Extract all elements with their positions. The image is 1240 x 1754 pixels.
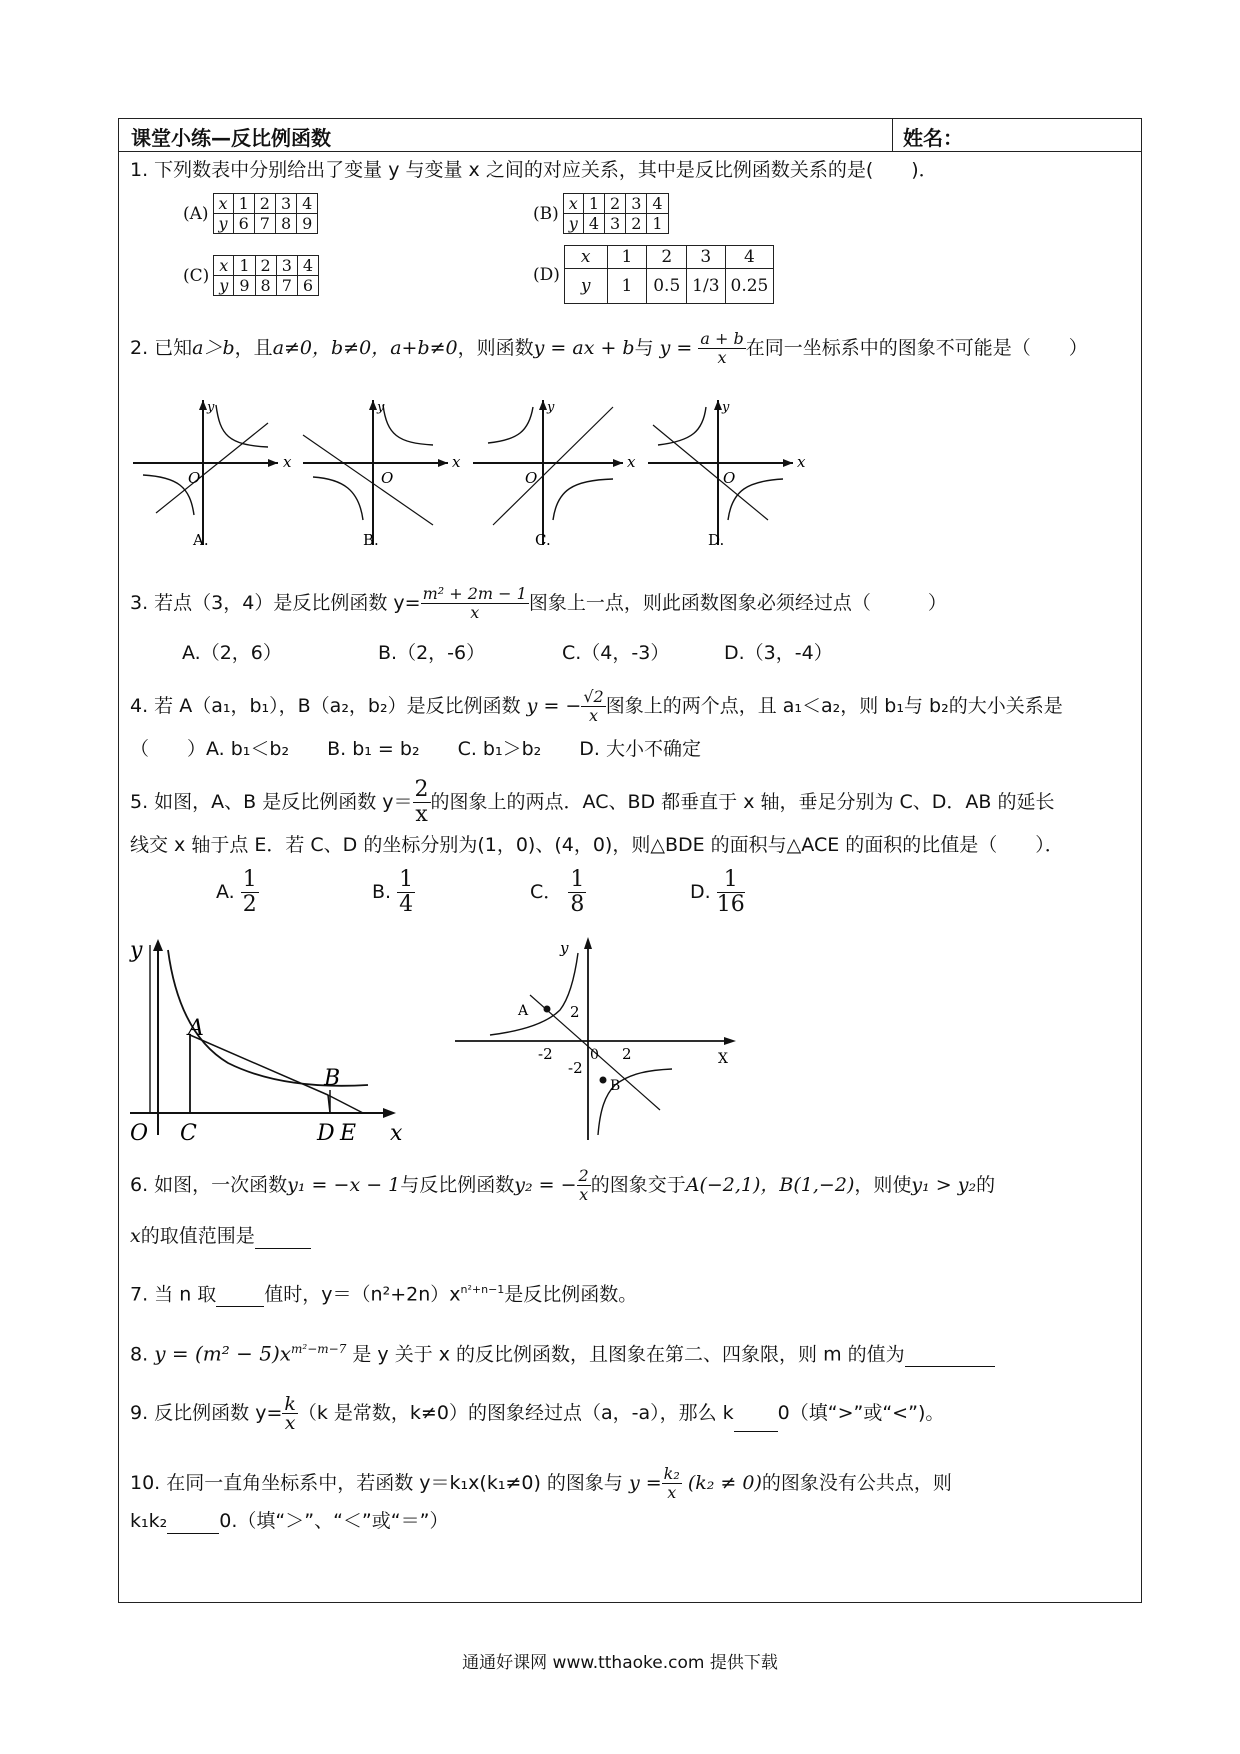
svg-text:A: A: [188, 1016, 204, 1041]
svg-text:E: E: [340, 1121, 357, 1145]
q7-stem: 7. 当 n 取 值时，$y=(n^2+2n)x^{n^2+n-1}$是反比例函数。: [130, 1283, 638, 1306]
q7-answer-blank[interactable]: [216, 1306, 264, 1307]
q1-table-d: x 1 2 3 4 y 1 0.5 1/3 0.25: [564, 245, 774, 304]
name-field-label: 姓名：: [903, 126, 963, 150]
q9-answer-blank[interactable]: [734, 1431, 778, 1432]
q1-table-c: x 1 2 3 4 y 9 8 7 6: [213, 255, 319, 296]
svg-text:C.: C.: [535, 531, 551, 549]
svg-text:2: 2: [622, 1045, 632, 1063]
svg-text:y: y: [377, 400, 385, 415]
q4-stem: 4. 若 A（a₁，b₁），B（a₂，b₂）是反比例函数 y = − $\frac{√2}{x}$ 图象上的两个点，且 a₁＜a₂，则 b₁与 b₂的大小关系是: [130, 687, 1063, 725]
q5-option-d: D. $\frac{1}{16}$: [690, 867, 745, 917]
q5-option-a: A. $\frac{1}{2}$: [216, 867, 257, 917]
q8-stem: 8. $y = (m^2 - 5)x^{m^2-m-7}$ 是 y 关于 x 的反比例函数，且图象在第二、四象限，则 m 的值为: [130, 1336, 995, 1367]
svg-text:O: O: [381, 469, 394, 487]
q2-graph-a: [133, 400, 292, 549]
svg-text:A.: A.: [193, 531, 209, 549]
q8-answer-blank[interactable]: [905, 1366, 995, 1367]
svg-text:D.: D.: [708, 531, 725, 549]
q1-table-b: x 1 2 3 4 y 4 3 2 1: [563, 193, 669, 234]
q2-graph-d: [648, 400, 806, 549]
q5-figure-2: [450, 935, 750, 1145]
svg-text:A: A: [518, 1003, 529, 1019]
q2-graph-b: [303, 400, 461, 549]
svg-text:-2: -2: [538, 1045, 553, 1063]
svg-text:X: X: [718, 1051, 728, 1067]
svg-text:x: x: [283, 453, 292, 471]
q3-option-c: C.（4，-3）: [562, 642, 670, 664]
footer-credit: 通通好课网 www.tthaoke.com 提供下载: [462, 1653, 778, 1673]
q6-fraction: $\frac{2}{x}$: [578, 1166, 589, 1204]
q5-option-c: C． $\frac{1}{8}$: [530, 867, 585, 917]
svg-text:O: O: [130, 1121, 149, 1145]
svg-text:O: O: [525, 469, 538, 487]
q5-fraction: $\frac{2}{x}$: [414, 777, 429, 827]
q5-stem-line2: 线交 x 轴于点 E．若 C、D 的坐标分别为(1，0)、(4，0)，则△BDE 的面积与△ACE 的面积的比值是（ ）．: [130, 834, 1064, 856]
q3-stem: 3. 若点（3，4）是反比例函数 y= $\frac{\text{m² + 2m − 1}}{x}$ 图象上一点，则此函数图象必须经过点（ ）: [130, 584, 947, 622]
q10-stem: 10. 在同一直角坐标系中，若函数 y＝k₁x(k₁≠0) 的图象与 y = $\frac{\text{k₂}}{x}$ (k₂ ≠ 0)的图象没有公共点，则: [130, 1464, 952, 1502]
q6-answer-blank[interactable]: [255, 1248, 311, 1249]
svg-text:y: y: [560, 939, 569, 957]
bottom-rule: [118, 1602, 1142, 1603]
svg-text:2: 2: [570, 1003, 580, 1021]
svg-text:B: B: [324, 1066, 341, 1091]
svg-text:y: y: [722, 400, 730, 415]
q2-fraction: $\frac{a + b}{x}$: [700, 329, 744, 367]
worksheet-title: 课堂小练—反比例函数: [131, 126, 331, 150]
svg-text:B.: B.: [363, 531, 379, 549]
svg-text:x: x: [797, 453, 806, 471]
q6-stem: 6. 如图，一次函数y₁ = −x − 1与反比例函数y₂ = − $\frac{2}{x}$ 的图象交于A(−2,1)，B(1,−2)，则使y₁ > y₂的: [130, 1166, 996, 1204]
q1-option-d: (D) x 1 2 3 4 y 1 0.5 1/3 0.25: [533, 245, 774, 304]
q1-table-a: x 1 2 3 4 y 6 7 8 9: [213, 193, 319, 234]
svg-text:O: O: [188, 469, 201, 487]
q2-graph-c: [473, 400, 636, 549]
q3-option-a: A.（2，6）: [182, 642, 282, 664]
q4-fraction: $\frac{√2}{x}$: [583, 687, 604, 725]
q10-stem-line2: k₁k₂ 0.（填“＞”、“＜”或“＝”）: [130, 1510, 449, 1532]
svg-text:x: x: [390, 1121, 403, 1145]
q10-answer-blank[interactable]: [167, 1533, 219, 1534]
svg-text:-2: -2: [568, 1059, 583, 1077]
q1-stem: 1. 下列数表中分别给出了变量 y 与变量 x 之间的对应关系，其中是反比例函数关系的是( )．: [130, 159, 938, 181]
q2-graphs: [128, 395, 828, 555]
q6-stem-line2: x的取值范围是: [130, 1223, 311, 1249]
q1-option-c: (C) x 1 2 3 4 y 9 8 7 6: [183, 255, 319, 296]
q10-fraction: $\frac{\text{k₂}}{x}$: [663, 1464, 680, 1502]
q3-fraction: $\frac{\text{m² + 2m − 1}}{x}$: [422, 584, 527, 622]
svg-text:x: x: [627, 453, 636, 471]
header-divider: [892, 119, 893, 151]
svg-text:D: D: [317, 1121, 335, 1145]
svg-text:y: y: [207, 400, 215, 415]
q5-stem: 5. 如图，A、B 是反比例函数 y＝ $\frac{2}{x}$ 的图象上的两点．AC、BD 都垂直于 x 轴，垂足分别为 C、D．AB 的延长: [130, 777, 1055, 827]
svg-text:y: y: [130, 938, 143, 963]
q3-option-b: B.（2，-6）: [378, 642, 486, 664]
svg-text:0: 0: [590, 1047, 599, 1063]
q5-option-b: B. $\frac{1}{4}$: [372, 867, 414, 917]
q4-options: （ ）A. b₁＜b₂ B. b₁ = b₂ C. b₁＞b₂ D. 大小不确定: [130, 738, 701, 760]
svg-text:O: O: [723, 469, 736, 487]
svg-text:y: y: [547, 400, 555, 415]
q5-figure-1: [128, 935, 418, 1145]
svg-text:C: C: [180, 1121, 197, 1145]
svg-text:x: x: [452, 453, 461, 471]
q9-fraction: $\frac{k}{x}$: [284, 1393, 296, 1434]
svg-text:B: B: [610, 1078, 621, 1094]
q1-option-a: (A) x 1 2 3 4 y 6 7 8 9: [183, 193, 318, 234]
header-row: [119, 119, 1141, 152]
q9-stem: 9. 反比例函数 y= $\frac{k}{x}$ （k 是常数，k≠0）的图象经过点（a，-a），那么 k 0（填“>”或“<”)。: [130, 1393, 945, 1434]
q2-stem: 2. 已知a＞b，且a≠0，b≠0，a+b≠0，则函数y = ax + b与 y = $\frac{a + b}{x}$ 在同一坐标系中的图象不可能是（ ）: [130, 329, 1088, 367]
q1-option-b: (B) x 1 2 3 4 y 4 3 2 1: [533, 193, 669, 234]
q3-option-d: D.（3，-4）: [724, 642, 833, 664]
